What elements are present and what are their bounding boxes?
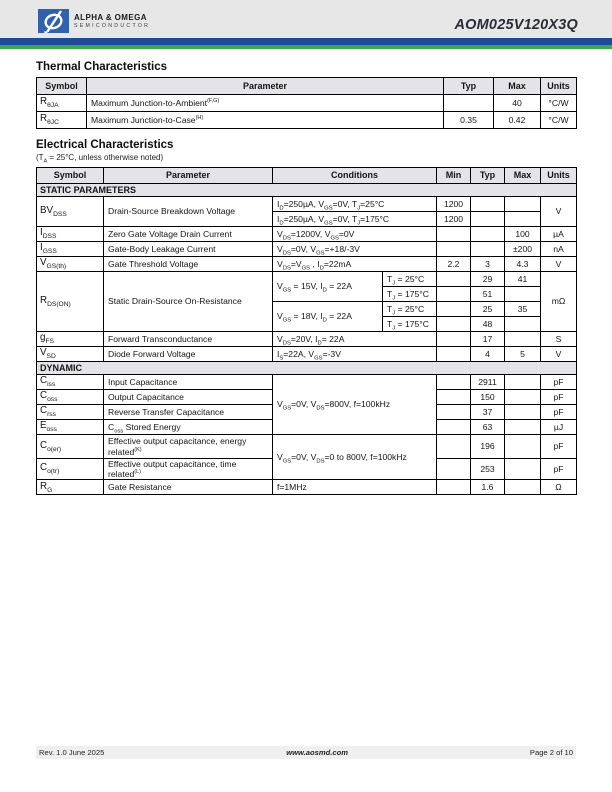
table-cell: Diode Forward Voltage [104, 347, 273, 362]
table-cell: $R_{\theta JA}$ [37, 95, 87, 112]
table-cell: Symbol [37, 78, 87, 95]
table-cell: Typ [471, 168, 505, 184]
table-cell: Ω [541, 480, 577, 495]
table-cell: 1200 [437, 212, 471, 227]
table-row [37, 257, 577, 272]
table-cell [505, 375, 541, 390]
table-cell: $V_{DS}=V_{GS}$ , $I_D=22mA$ [273, 257, 437, 272]
logo-line-1: ALPHA & OMEGA [74, 12, 147, 22]
table-cell: $R_{\theta JC}$ [37, 112, 87, 129]
table-cell: $T_J = 25^\circ C$ [383, 302, 437, 317]
table-row [37, 227, 577, 242]
table-cell: S [541, 332, 577, 347]
logo-text [74, 13, 150, 30]
table-row [37, 435, 577, 459]
electrical-title: Electrical Characteristics [36, 139, 174, 151]
table-cell: 0.42 [494, 112, 541, 129]
table-cell: 1.6 [471, 480, 505, 495]
electrical-subtitle: ($T_A = 25^\circ C$, unless otherwise noted) [36, 153, 164, 165]
aos-logo-icon [38, 9, 69, 33]
table-cell: $I_{DSS}$ [37, 227, 104, 242]
table-cell [505, 317, 541, 332]
table-cell: 3 [471, 257, 505, 272]
table-cell: $C_{rss}$ [37, 405, 104, 420]
aos-logo [38, 9, 150, 33]
table-cell [471, 242, 505, 257]
table-cell: 253 [471, 459, 505, 480]
table-cell [437, 242, 471, 257]
logo-line-2: SEMICONDUCTOR [74, 23, 151, 30]
table-cell: DYNAMIC [37, 362, 577, 375]
table-cell [505, 212, 541, 227]
table-cell: pF [541, 435, 577, 459]
table-cell: $T_J = 175^\circ C$ [383, 317, 437, 332]
table-cell: 196 [471, 435, 505, 459]
table-cell: 2.2 [437, 257, 471, 272]
table-cell: Input Capacitance [104, 375, 273, 390]
table-cell: $I_{GSS}$ [37, 242, 104, 257]
header-divider-blue [0, 38, 612, 45]
table-cell: Max [494, 78, 541, 95]
table-cell [437, 459, 471, 480]
table-cell: nA [541, 242, 577, 257]
table-cell: °C/W [541, 95, 577, 112]
table-cell: pF [541, 405, 577, 420]
table-row [37, 272, 577, 287]
table-cell [437, 375, 471, 390]
table-row [37, 197, 577, 212]
footer-page-number: Page 2 of 10 [529, 748, 573, 757]
table-cell [505, 287, 541, 302]
table-cell: Min [437, 168, 471, 184]
table-cell [505, 197, 541, 212]
table-cell [437, 227, 471, 242]
table-cell: $BV_{DSS}$ [37, 197, 104, 227]
table-cell: Units [541, 78, 577, 95]
table-cell: 35 [505, 302, 541, 317]
table-cell: f=1MHz [273, 480, 437, 495]
table-cell: 4.3 [505, 257, 541, 272]
table-cell: Effective output capacitance, time related$^{(L)}$ [104, 459, 273, 480]
table-cell: $E_{oss}$ [37, 420, 104, 435]
table-cell: Maximum Junction-to-Ambient$^{(F,G)}$ [87, 95, 444, 112]
table-cell [437, 272, 471, 287]
table-cell: pF [541, 459, 577, 480]
table-cell: Forward Transconductance [104, 332, 273, 347]
table-row [37, 168, 577, 184]
table-cell: Reverse Transfer Capacitance [104, 405, 273, 420]
table-cell: $V_{DS}=0V$, $V_{GS}=+18/-3V$ [273, 242, 437, 257]
table-cell: 100 [505, 227, 541, 242]
table-cell [437, 287, 471, 302]
table-cell [444, 95, 494, 112]
table-row [37, 347, 577, 362]
table-cell: 2911 [471, 375, 505, 390]
table-cell: Output Capacitance [104, 390, 273, 405]
table-cell [505, 390, 541, 405]
table-cell: Zero Gate Voltage Drain Current [104, 227, 273, 242]
footer-website: www.aosmd.com [286, 748, 348, 757]
table-cell: $R_G$ [37, 480, 104, 495]
table-cell: $R_{DS(ON)}$ [37, 272, 104, 332]
table-cell: $C_{oss}$ Stored Energy [104, 420, 273, 435]
table-cell [437, 390, 471, 405]
table-cell: Gate-Body Leakage Current [104, 242, 273, 257]
table-cell [437, 435, 471, 459]
table-cell [505, 420, 541, 435]
table-cell: 40 [494, 95, 541, 112]
table-cell [505, 459, 541, 480]
table-row [37, 362, 577, 375]
table-cell: 51 [471, 287, 505, 302]
table-cell: $V_{GS}=0V$, $V_{DS}=0$ to 800V, f=100kHz [273, 435, 437, 480]
table-cell [437, 347, 471, 362]
table-cell [437, 405, 471, 420]
table-cell: 1200 [437, 197, 471, 212]
table-cell: mΩ [541, 272, 577, 332]
table-cell: Static Drain-Source On-Resistance [104, 272, 273, 332]
table-cell: 63 [471, 420, 505, 435]
table-cell: Conditions [273, 168, 437, 184]
table-row [37, 242, 577, 257]
table-cell: ±200 [505, 242, 541, 257]
table-cell: 25 [471, 302, 505, 317]
table-cell: Maximum Junction-to-Case$^{(H)}$ [87, 112, 444, 129]
table-cell: Max [505, 168, 541, 184]
table-cell: V [541, 347, 577, 362]
header-divider-green [0, 45, 612, 49]
table-cell: $V_{GS(th)}$ [37, 257, 104, 272]
table-cell: $I_D=250\mu A$, $V_{GS}=0V$, $T_J=25^\circ C$ [273, 197, 437, 212]
table-cell: $V_{DS}=1200V$, $V_{GS}=0V$ [273, 227, 437, 242]
table-cell: Symbol [37, 168, 104, 184]
table-row [37, 184, 577, 197]
part-number: AOM025V120X3Q [454, 17, 578, 33]
table-cell [437, 302, 471, 317]
table-cell: Drain-Source Breakdown Voltage [104, 197, 273, 227]
thermal-table [36, 77, 577, 129]
table-cell [505, 405, 541, 420]
table-cell: $V_{GS} = 18V$, $I_D = 22A$ [273, 302, 383, 332]
table-cell: V [541, 257, 577, 272]
table-cell [505, 435, 541, 459]
table-cell: Effective output capacitance, energy related$^{(K)}$ [104, 435, 273, 459]
table-cell [471, 212, 505, 227]
table-row [37, 78, 577, 95]
table-cell [471, 227, 505, 242]
table-cell: 29 [471, 272, 505, 287]
table-cell: $I_S=22A$, $V_{GS}=-3V$ [273, 347, 437, 362]
table-cell: 5 [505, 347, 541, 362]
table-row [37, 112, 577, 129]
table-cell [505, 332, 541, 347]
thermal-title: Thermal Characteristics [36, 61, 168, 73]
table-cell [505, 480, 541, 495]
table-cell: $g_{FS}$ [37, 332, 104, 347]
table-cell: $V_{DS}=20V$, $I_D= 22A$ [273, 332, 437, 347]
table-cell [437, 332, 471, 347]
table-cell: 41 [505, 272, 541, 287]
table-cell: STATIC PARAMETERS [37, 184, 577, 197]
electrical-table [36, 167, 577, 495]
table-cell: $T_J = 175^\circ C$ [383, 287, 437, 302]
table-cell [437, 420, 471, 435]
table-cell: µJ [541, 420, 577, 435]
table-cell: pF [541, 390, 577, 405]
page-footer [36, 746, 576, 759]
table-cell: 48 [471, 317, 505, 332]
table-row [37, 95, 577, 112]
table-row [37, 375, 577, 390]
table-cell [437, 480, 471, 495]
table-cell: 4 [471, 347, 505, 362]
table-row [37, 480, 577, 495]
table-cell: $T_J = 25^\circ C$ [383, 272, 437, 287]
table-row [37, 332, 577, 347]
table-cell: Parameter [104, 168, 273, 184]
table-cell: $V_{SD}$ [37, 347, 104, 362]
table-cell: $C_{o(tr)}$ [37, 459, 104, 480]
table-cell: 17 [471, 332, 505, 347]
table-cell: V [541, 197, 577, 227]
table-cell: Typ [444, 78, 494, 95]
table-cell: Gate Resistance [104, 480, 273, 495]
table-cell: $C_{iss}$ [37, 375, 104, 390]
footer-revision: Rev. 1.0 June 2025 [39, 748, 105, 757]
table-cell: $I_D=250\mu A$, $V_{GS}=0V$, $T_J=175^\circ C$ [273, 212, 437, 227]
table-cell: $V_{GS}=0V$, $V_{DS}=800V$, f=100kHz [273, 375, 437, 435]
table-cell: $C_{o(er)}$ [37, 435, 104, 459]
table-cell [471, 197, 505, 212]
table-cell: Gate Threshold Voltage [104, 257, 273, 272]
table-cell [437, 317, 471, 332]
table-cell: 37 [471, 405, 505, 420]
table-cell: 0.35 [444, 112, 494, 129]
table-cell: pF [541, 375, 577, 390]
table-cell: °C/W [541, 112, 577, 129]
table-cell: $C_{oss}$ [37, 390, 104, 405]
table-cell: µA [541, 227, 577, 242]
table-cell: Parameter [87, 78, 444, 95]
table-cell: 150 [471, 390, 505, 405]
table-cell: $V_{GS} = 15V$, $I_D = 22A$ [273, 272, 383, 302]
table-cell: Units [541, 168, 577, 184]
